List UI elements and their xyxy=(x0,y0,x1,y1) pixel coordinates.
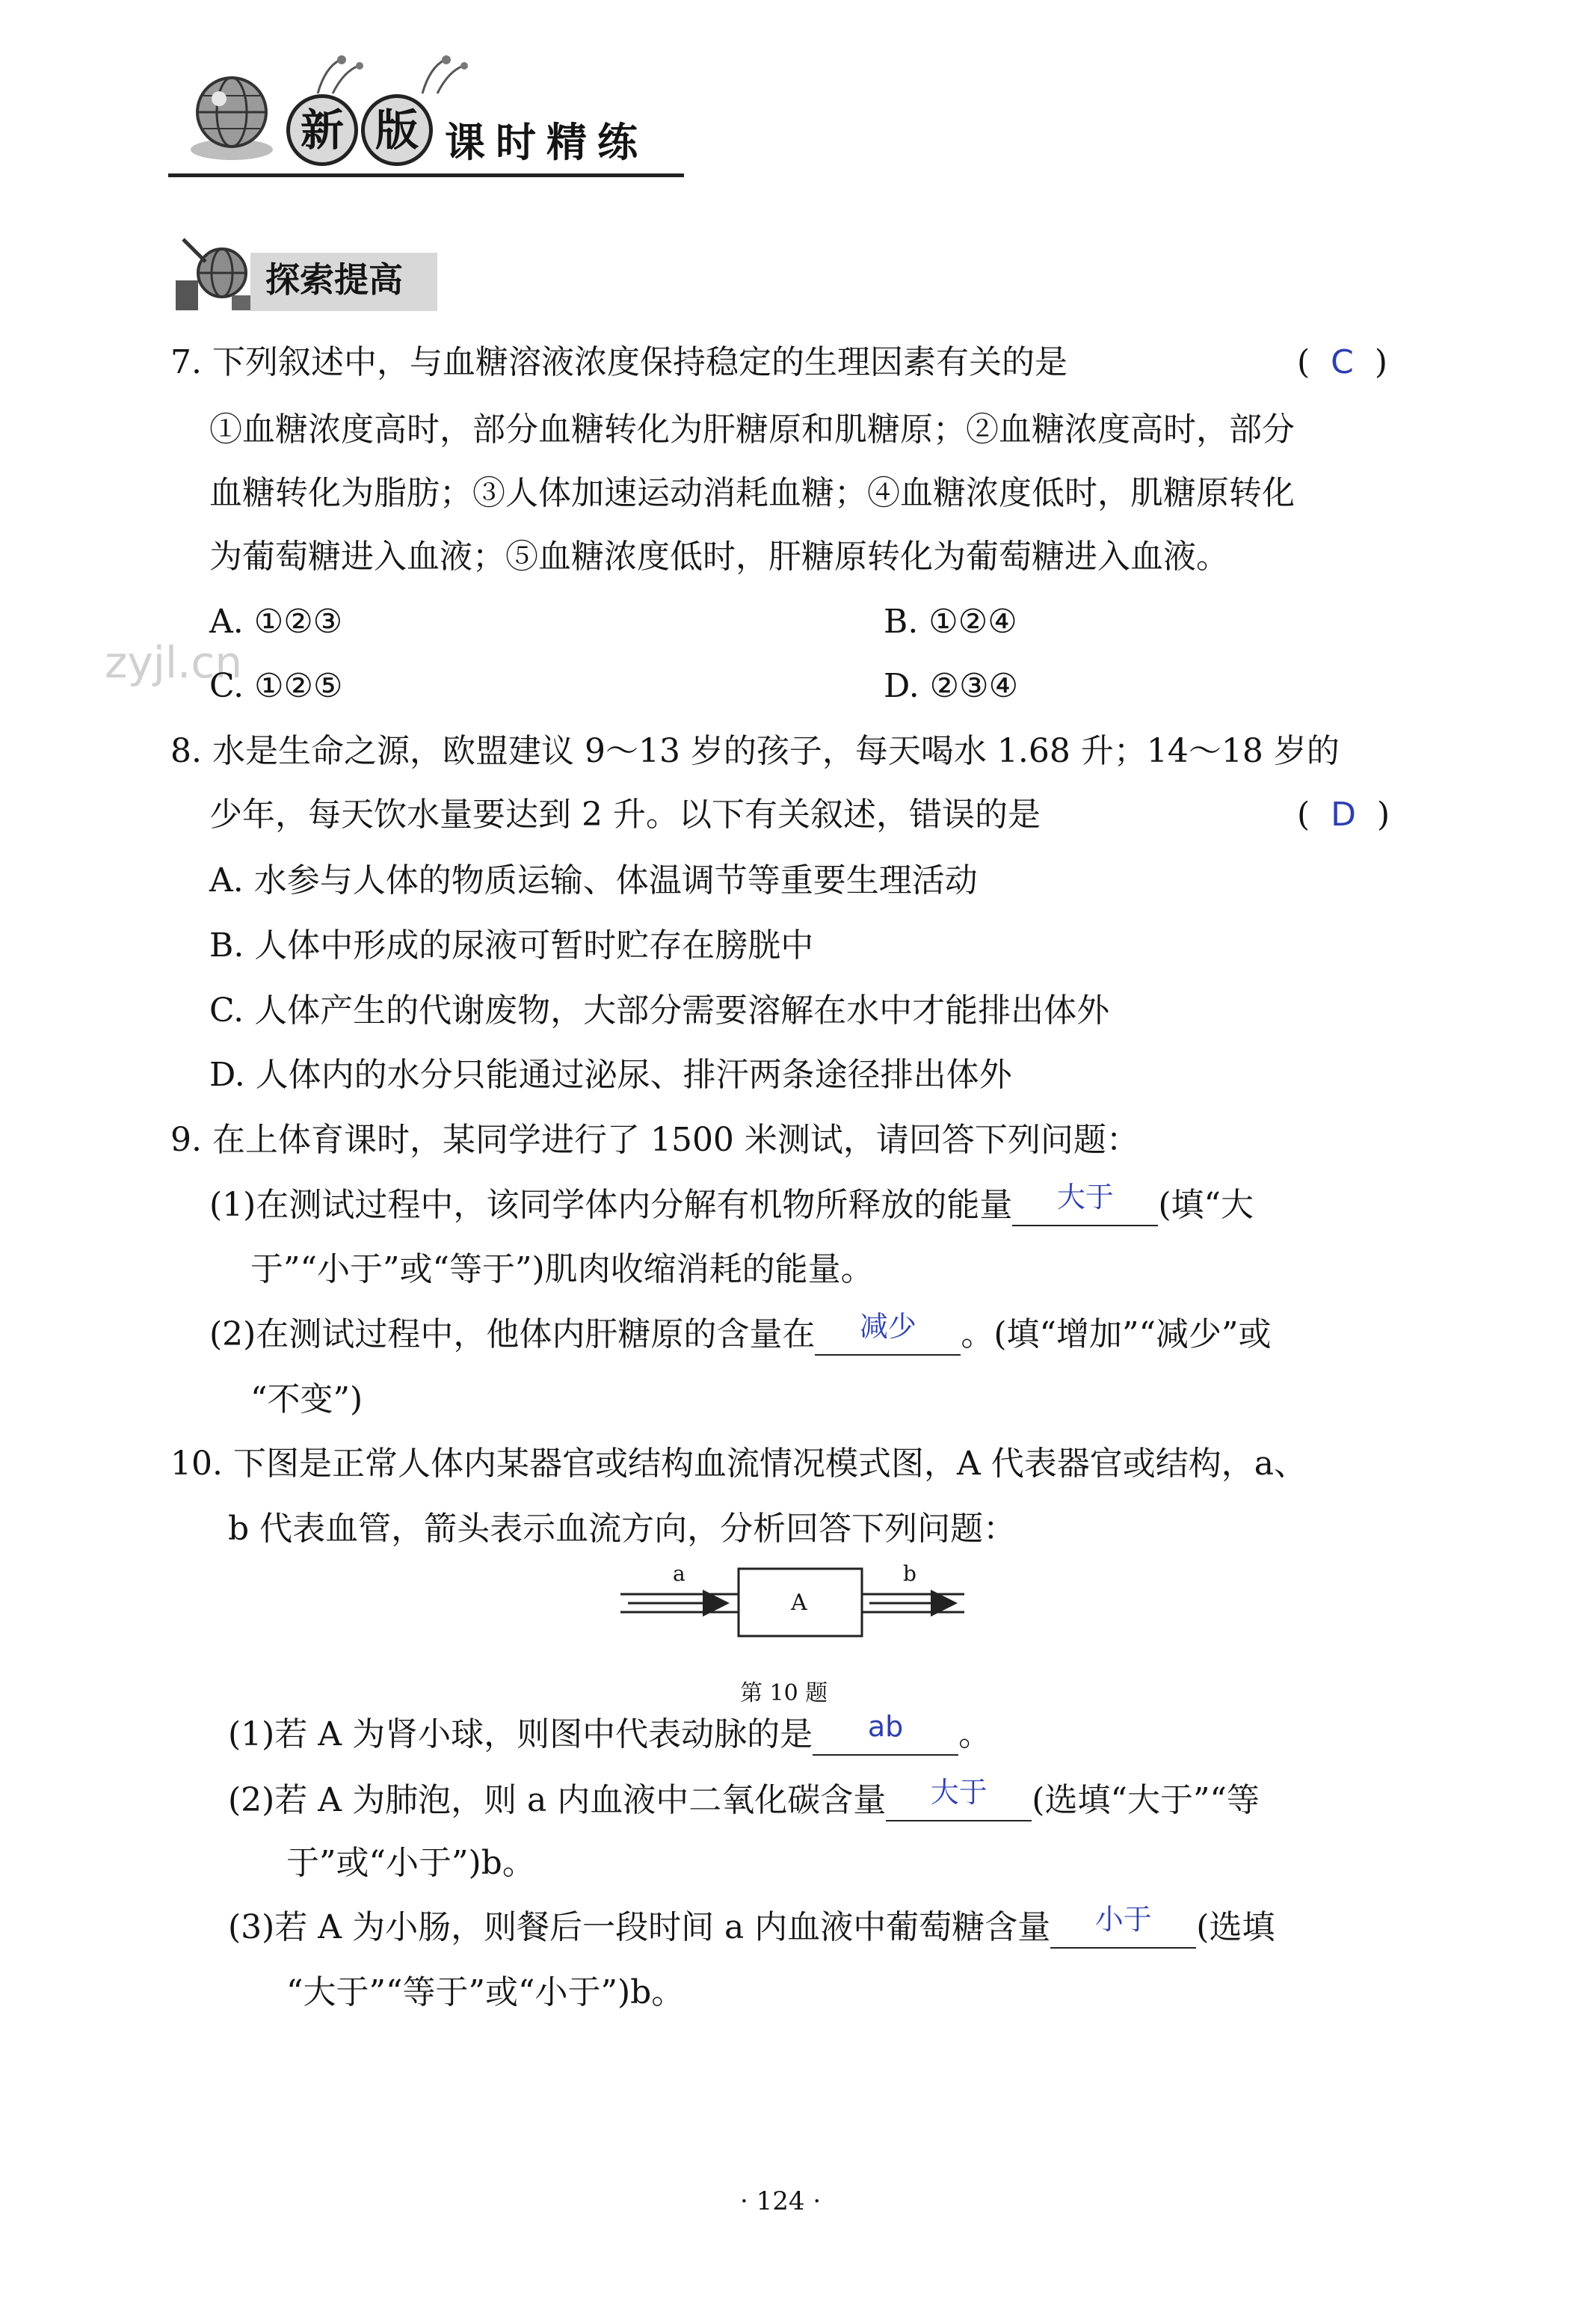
header-subtitle: 课时精练 xyxy=(445,119,648,166)
q8-answer-paren: ( D ) xyxy=(1297,796,1390,834)
vessel-b-label: b xyxy=(903,1561,916,1586)
q10-part-2-answer: 大于 xyxy=(930,1776,988,1809)
organ-label: A xyxy=(791,1590,807,1616)
section-title: 探索提高 xyxy=(265,259,403,300)
q9-stem: 9. 在上体育课时，某同学进行了 1500 米测试，请回答下列问题： xyxy=(170,1121,1139,1159)
page-header xyxy=(161,52,699,179)
q9-part-1-answer: 大于 xyxy=(1056,1181,1114,1214)
q10-part-3-answer: 小于 xyxy=(1094,1903,1152,1936)
q9-part-1-tail: (填“大 xyxy=(1158,1186,1254,1224)
q10-part-2-text: (2)若 A 为肺泡，则 a 内血液中二氧化碳含量 xyxy=(228,1781,887,1819)
q8-option-b: B. 人体中形成的尿液可暂时贮存在膀胱中 xyxy=(209,926,814,965)
q9-part-2-tail: 。(填“增加”“减少”或 xyxy=(961,1315,1272,1353)
q9-part-1 xyxy=(209,1183,1254,1228)
watermark: zyjl.cn xyxy=(105,637,243,688)
blood-flow-diagram xyxy=(613,1563,972,1667)
q8-line-1: 8. 水是生命之源，欧盟建议 9～13 岁的孩子，每天喝水 1.68 升；14～18 岁的 xyxy=(170,732,1340,770)
header-char-1: 新 xyxy=(300,105,344,156)
vessel-a-label: a xyxy=(673,1561,685,1586)
diagram-caption: 第 10 题 xyxy=(740,1680,828,1706)
page-number: · 124 · xyxy=(740,2186,822,2216)
q10-part-3-text: (3)若 A 为小肠，则餐后一段时间 a 内血液中葡萄糖含量 xyxy=(228,1908,1051,1946)
explore-icon xyxy=(168,232,258,314)
header-char-circle-2 xyxy=(361,94,433,166)
q10-part-2-line-2: 于”或“小于”)b。 xyxy=(286,1844,535,1882)
q7-line-1: ①血糖浓度高时，部分血糖转化为肝糖原和肌糖原；②血糖浓度高时，部分 xyxy=(209,411,1295,449)
q7-option-c: C. ①②⑤ xyxy=(209,667,343,705)
q7-answer: C xyxy=(1331,343,1354,381)
globe-logo-icon xyxy=(183,67,280,165)
q10-part-2 xyxy=(228,1778,1260,1823)
q9-part-1-blank xyxy=(1012,1181,1158,1226)
q8-option-a: A. 水参与人体的物质运输、体温调节等重要生理活动 xyxy=(209,861,978,900)
q8-line-2: 少年，每天饮水量要达到 2 升。以下有关叙述，错误的是 xyxy=(209,796,1041,834)
q10-part-3 xyxy=(228,1905,1275,1950)
q10-part-1-text: (1)若 A 为肾小球，则图中代表动脉的是 xyxy=(228,1715,813,1753)
q10-part-1 xyxy=(228,1712,991,1757)
q10-part-3-tail: (选填 xyxy=(1196,1908,1275,1946)
q7-stem: 7. 下列叙述中，与血糖溶液浓度保持稳定的生理因素有关的是 xyxy=(170,343,1067,381)
section-title-block xyxy=(168,232,437,314)
q10-part-2-tail: (选填“大于”“等 xyxy=(1032,1781,1260,1819)
q9-part-2-text: (2)在测试过程中，他体内肝糖原的含量在 xyxy=(209,1315,816,1353)
q7-option-a: A. ①②③ xyxy=(209,603,343,641)
q9-part-2-line-2: “不变”) xyxy=(250,1380,363,1418)
q9-part-2-blank xyxy=(815,1310,961,1356)
header-char-2: 版 xyxy=(375,105,419,156)
q7-answer-paren: ( C ) xyxy=(1297,343,1388,381)
q10-part-3-blank xyxy=(1050,1903,1196,1949)
q8-option-c: C. 人体产生的代谢废物，大部分需要溶解在水中才能排出体外 xyxy=(209,991,1110,1030)
q8-option-d: D. 人体内的水分只能通过泌尿、排汗两条途径排出体外 xyxy=(209,1056,1012,1094)
q9-part-2-answer: 减少 xyxy=(859,1310,916,1343)
q9-part-1-text: (1)在测试过程中，该同学体内分解有机物所释放的能量 xyxy=(209,1186,1013,1224)
q10-line-1: 10. 下图是正常人体内某器官或结构血流情况模式图，A 代表器官或结构，a、 xyxy=(170,1445,1307,1483)
header-char-circle-1 xyxy=(286,94,358,166)
q7-option-d: D. ②③④ xyxy=(884,667,1019,705)
q10-part-3-line-2: “大于”“等于”或“小于”)b。 xyxy=(286,1973,685,2011)
q7-line-3: 为葡萄糖进入血液；⑤血糖浓度低时，肝糖原转化为葡萄糖进入血液。 xyxy=(209,538,1229,576)
q9-part-1-line-2: 于”“小于”或“等于”)肌肉收缩消耗的能量。 xyxy=(250,1250,874,1288)
q9-part-2 xyxy=(209,1312,1271,1357)
q7-option-b: B. ①②④ xyxy=(884,603,1017,641)
q10-part-2-blank xyxy=(886,1776,1032,1821)
q10-part-1-answer: ab xyxy=(867,1710,904,1743)
q8-answer: D xyxy=(1331,796,1357,834)
header-rule xyxy=(168,173,684,177)
q10-line-2: b 代表血管，箭头表示血流方向，分析回答下列问题： xyxy=(228,1510,1017,1548)
q10-part-1-tail: 。 xyxy=(958,1715,992,1753)
q7-line-2: 血糖转化为脂肪；③人体加速运动消耗血糖；④血糖浓度低时，肌糖原转化 xyxy=(209,474,1295,512)
floral-ornament-icon xyxy=(288,52,602,97)
q10-part-1-blank xyxy=(813,1710,958,1756)
